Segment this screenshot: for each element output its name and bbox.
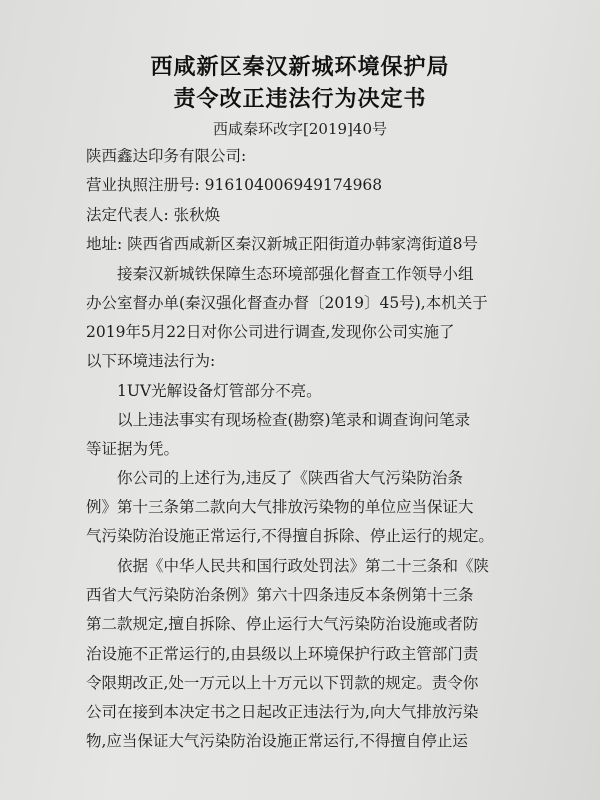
body-line: 1UV光解设备灯管部分不亮。 xyxy=(117,382,322,400)
license-number: 营业执照注册号: 916104006949174968 xyxy=(86,176,383,194)
body-line: 依据《中华人民共和国行政处罚法》第二十三条和《陕 xyxy=(117,557,490,575)
body-line: 气污染防治设施正常运行,不得擅自拆除、停止运行的规定。 xyxy=(86,527,494,545)
body-line: 你公司的上述行为,违反了《陕西省大气污染防治条 xyxy=(117,469,463,487)
document-title-line-1: 西咸新区秦汉新城环境保护局 xyxy=(150,55,450,80)
legal-representative: 法定代表人: 张秋焕 xyxy=(86,206,221,224)
document-title-line-2: 责令改正违法行为决定书 xyxy=(173,87,427,112)
body-line: 西省大气污染防治条例》第六十四条违反本条例第十三条 xyxy=(86,586,474,604)
body-line: 办公室督办单(秦汉强化督查办督〔2019〕45号),本机关于 xyxy=(86,294,488,312)
body-line: 2019年5月22日对你公司进行调查,发现你公司实施了 xyxy=(86,323,455,341)
body-line: 治设施不正常运行的,由县级以上环境保护行政主管部门责 xyxy=(86,645,479,663)
body-line: 令限期改正,处一万元以上十万元以下罚款的规定。责令你 xyxy=(86,674,479,692)
document-number: 西咸秦环改字[2019]40号 xyxy=(213,120,387,138)
body-line: 物,应当保证大气污染防治设施正常运行,不得擅自停止运 xyxy=(86,732,468,750)
body-line: 公司在接到本决定书之日起改正违法行为,向大气排放污染 xyxy=(86,703,479,721)
body-line: 等证据为凭。 xyxy=(86,440,180,458)
body-line: 以上违法事实有现场检查(勘察)笔录和调查询问笔录 xyxy=(117,411,471,429)
body-line: 以下环境违法行为: xyxy=(86,352,216,370)
address: 地址: 陕西省西咸新区秦汉新城正阳街道办韩家湾街道8号 xyxy=(86,235,479,253)
recipient-name: 陕西鑫达印务有限公司: xyxy=(86,147,247,165)
body-line: 第二款规定,擅自拆除、停止运行大气污染防治设施或者防 xyxy=(86,615,479,633)
body-line: 例》第十三条第二款向大气排放污染物的单位应当保证大 xyxy=(86,498,474,516)
body-line: 接秦汉新城铁保障生态环境部强化督查工作领导小组 xyxy=(117,265,474,283)
